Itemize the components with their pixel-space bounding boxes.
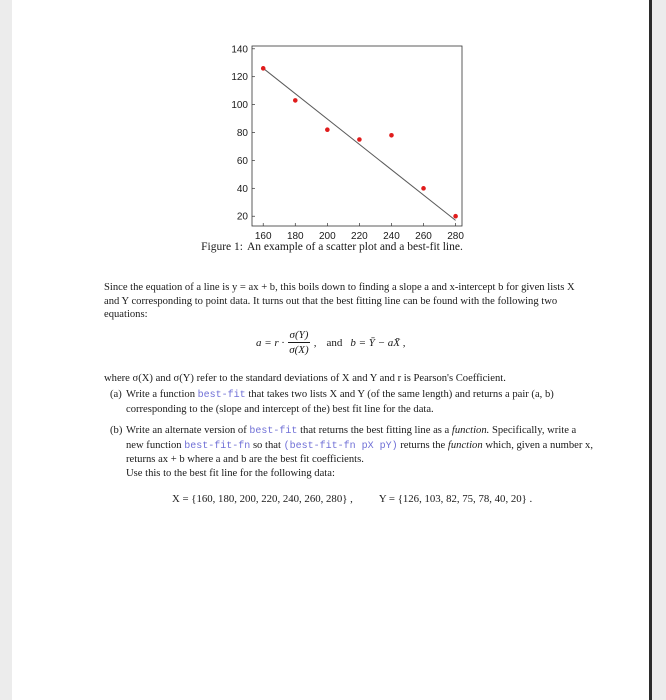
best-fit-line xyxy=(263,68,455,220)
data-point xyxy=(325,127,330,132)
scatter-plot xyxy=(208,40,478,245)
item-b-emph1: function. xyxy=(451,425,490,436)
data-points xyxy=(261,66,458,219)
data-point xyxy=(389,133,394,138)
item-b-body xyxy=(126,424,596,480)
x-tick-label: 260 xyxy=(415,231,432,240)
item-b-label: (b) xyxy=(110,425,123,436)
item-a-code: best-fit xyxy=(197,390,246,401)
item-a-text-pre: Write a function xyxy=(126,389,195,400)
item-b-text-post: which, given a number x, returns ax + b where a and b are the best fit coefficients. xyxy=(126,439,593,465)
data-x-list: X = {160, 180, 200, 220, 240, 260, 280} , xyxy=(172,493,353,505)
y-tick-label: 40 xyxy=(236,183,248,195)
data-point xyxy=(421,186,426,191)
y-tick-label: 100 xyxy=(231,100,248,112)
x-tick-label: 220 xyxy=(351,231,368,240)
item-b-code2: best-fit-fn xyxy=(184,440,251,452)
plot-svg xyxy=(208,40,478,240)
figure-caption xyxy=(12,241,652,253)
exercise-item-a xyxy=(110,388,596,416)
item-b-text-mid2: Specifically, write a new function xyxy=(126,425,577,451)
document-page xyxy=(12,0,652,700)
item-b-text-line2: Use this to the best fit line for the following data: xyxy=(126,467,335,479)
equation-separator: , xyxy=(313,336,317,349)
equation-and: and xyxy=(326,336,343,349)
equation-block xyxy=(256,329,406,356)
equation-fraction xyxy=(287,329,310,356)
item-b-text-mid3: so that xyxy=(252,439,281,451)
item-a-label: (a) xyxy=(110,389,122,400)
exercise-item-b xyxy=(110,424,596,480)
data-point xyxy=(357,137,362,142)
data-point xyxy=(293,98,298,103)
equation-lhs: a = r · xyxy=(256,336,285,349)
x-tick-label: 240 xyxy=(383,231,400,240)
item-b-text-mid1: that returns the best fitting line as a xyxy=(300,425,450,436)
data-definition xyxy=(172,493,532,505)
x-axis-ticks xyxy=(255,223,464,240)
figure-label: Figure 1: xyxy=(201,241,243,253)
plot-frame xyxy=(252,46,462,226)
data-point xyxy=(453,214,458,219)
item-b-text-pre: Write an alternate version of xyxy=(126,425,247,436)
item-a-body xyxy=(126,388,596,416)
paragraph-definitions: where σ(X) and σ(Y) refer to the standard deviations of X and Y and r is Pearson's Coefficient. xyxy=(104,373,506,384)
fraction-numerator: σ(Y) xyxy=(289,329,309,341)
y-tick-label: 80 xyxy=(236,128,248,140)
x-tick-label: 160 xyxy=(254,231,272,240)
fraction-denominator: σ(X) xyxy=(289,344,309,356)
item-b-text-mid4: returns the xyxy=(400,439,446,451)
paragraph-intro: Since the equation of a line is y = ax + b, this boils down to finding a slope a and x-intercept b for given lists X and Y corresponding to point data. It turns out that the best fitting line can be found with the following two equations: xyxy=(104,282,575,320)
x-tick-label: 280 xyxy=(447,231,464,240)
data-y-list: Y = {126, 103, 82, 75, 78, 40, 20} . xyxy=(378,493,533,505)
y-tick-label: 120 xyxy=(231,72,248,84)
y-axis-ticks xyxy=(231,44,255,222)
y-tick-label: 140 xyxy=(231,44,248,56)
item-b-code3: (best-fit-fn pX pY) xyxy=(283,440,398,452)
page-edge xyxy=(649,0,652,700)
equation-rhs: b = Ȳ − aX̄ , xyxy=(350,336,406,349)
y-tick-label: 20 xyxy=(236,211,248,223)
figure-caption-text: An example of a scatter plot and a best-fit line. xyxy=(246,241,463,253)
x-tick-label: 200 xyxy=(318,231,336,240)
data-point xyxy=(261,66,266,71)
item-b-code1: best-fit xyxy=(249,426,298,437)
x-tick-label: 180 xyxy=(286,231,304,240)
y-tick-label: 60 xyxy=(236,155,248,167)
item-b-emph2: function xyxy=(447,439,483,451)
item-a-text-post: that takes two lists X and Y (of the same length) and returns a pair (a, b) corresponding to the (slope and intercept of the) best fit line for the data. xyxy=(126,389,554,415)
